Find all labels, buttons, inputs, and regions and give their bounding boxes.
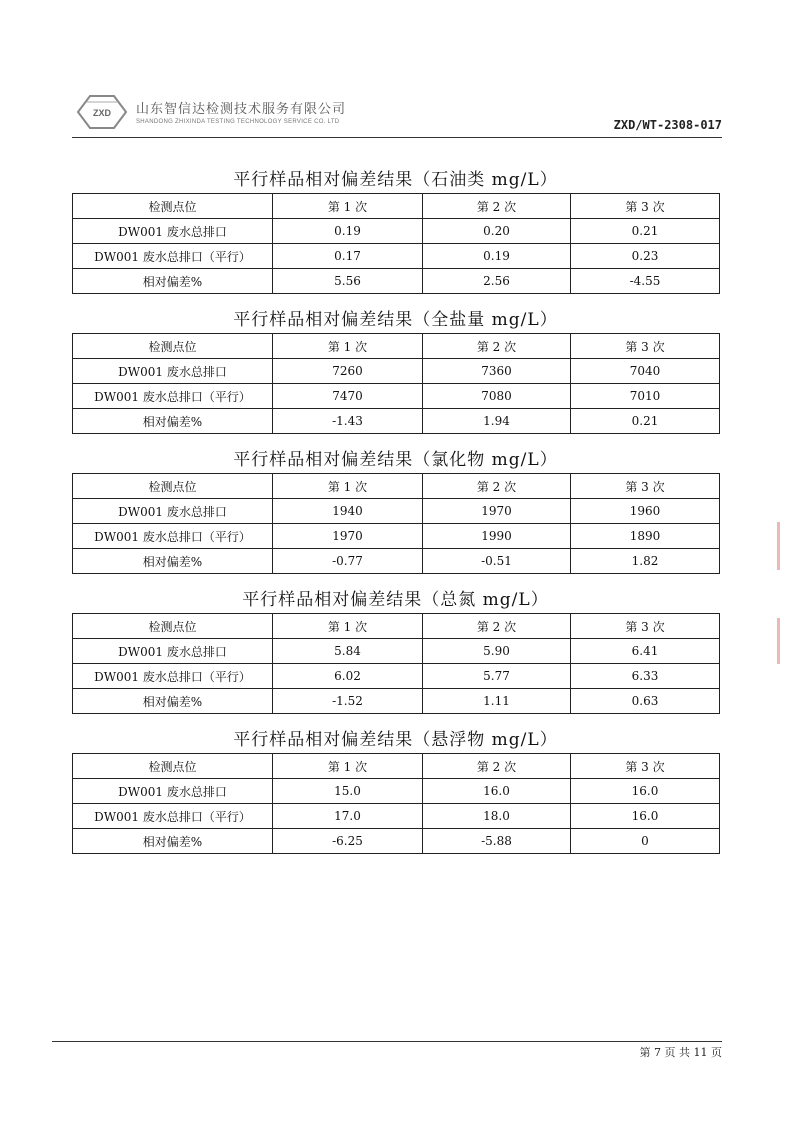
table-cell: 2.56 <box>423 269 571 294</box>
table-cell: 6.33 <box>571 664 720 689</box>
table-cell: 1970 <box>423 499 571 524</box>
table-row <box>73 664 720 689</box>
table-header-row <box>73 614 720 639</box>
table-cell: 6.41 <box>571 639 720 664</box>
result-table <box>72 193 720 294</box>
header-cell: 检测点位 <box>73 474 273 499</box>
header-cell: 第 1 次 <box>273 334 423 359</box>
table-row <box>73 219 720 244</box>
header-cell: 第 1 次 <box>273 614 423 639</box>
table-cell: 18.0 <box>423 804 571 829</box>
header-divider <box>72 137 722 138</box>
result-table <box>72 753 720 854</box>
section-suspended-solids <box>72 727 719 854</box>
header-cell: 第 3 次 <box>571 614 720 639</box>
table-cell: 1990 <box>423 524 571 549</box>
header-cell: 检测点位 <box>73 334 273 359</box>
result-table <box>72 473 720 574</box>
table-row <box>73 804 720 829</box>
table-cell: 5.84 <box>273 639 423 664</box>
header-cell: 检测点位 <box>73 754 273 779</box>
table-cell: DW001 废水总排口（平行） <box>73 664 273 689</box>
section-title: 平行样品相对偏差结果（悬浮物 mg/L） <box>233 730 558 750</box>
table-cell: 1970 <box>273 524 423 549</box>
table-cell: DW001 废水总排口 <box>73 359 273 384</box>
table-cell: DW001 废水总排口（平行） <box>73 804 273 829</box>
table-cell: 相对偏差% <box>73 269 273 294</box>
table-cell: 0.19 <box>423 244 571 269</box>
table-row <box>73 524 720 549</box>
seal-edge-mark <box>777 618 780 664</box>
table-cell: 0.63 <box>571 689 720 714</box>
section-title: 平行样品相对偏差结果（全盐量 mg/L） <box>233 310 558 330</box>
table-cell: 7040 <box>571 359 720 384</box>
table-cell: 1960 <box>571 499 720 524</box>
header-cell: 第 3 次 <box>571 754 720 779</box>
section-chloride <box>72 447 719 574</box>
section-oil <box>72 167 719 294</box>
company-name <box>136 98 346 125</box>
result-table <box>72 333 720 434</box>
section-total-nitrogen <box>72 587 719 714</box>
company-name-cn: 山东智信达检测技术服务有限公司 <box>136 102 347 117</box>
table-cell: DW001 废水总排口（平行） <box>73 524 273 549</box>
table-cell: 16.0 <box>423 779 571 804</box>
table-cell: 相对偏差% <box>73 829 273 854</box>
result-table <box>72 613 720 714</box>
company-name-en: SHANDONG ZHIXINDA TESTING TECHNOLOGY SERVICE CO. LTD <box>136 119 340 125</box>
table-cell: 0.23 <box>571 244 720 269</box>
table-cell: 7080 <box>423 384 571 409</box>
table-cell: DW001 废水总排口 <box>73 639 273 664</box>
table-row <box>73 639 720 664</box>
table-row <box>73 829 720 854</box>
table-cell: 7360 <box>423 359 571 384</box>
table-cell: 16.0 <box>571 779 720 804</box>
table-cell: DW001 废水总排口（平行） <box>73 384 273 409</box>
table-cell: 0.21 <box>571 219 720 244</box>
table-cell: 5.56 <box>273 269 423 294</box>
table-cell: 1940 <box>273 499 423 524</box>
table-cell: 相对偏差% <box>73 409 273 434</box>
header-cell: 第 1 次 <box>273 754 423 779</box>
header-cell: 第 1 次 <box>273 194 423 219</box>
table-row <box>73 244 720 269</box>
table-row <box>73 549 720 574</box>
table-cell: -5.88 <box>423 829 571 854</box>
header-cell: 第 2 次 <box>423 754 571 779</box>
table-cell: DW001 废水总排口 <box>73 779 273 804</box>
table-cell: 0.20 <box>423 219 571 244</box>
page-number: 第 7 页 共 11 页 <box>639 1046 722 1059</box>
table-cell: 7010 <box>571 384 720 409</box>
table-cell: 5.77 <box>423 664 571 689</box>
table-cell: DW001 废水总排口 <box>73 499 273 524</box>
header-cell: 第 3 次 <box>571 194 720 219</box>
table-header-row <box>73 754 720 779</box>
table-cell: 相对偏差% <box>73 549 273 574</box>
table-header-row <box>73 474 720 499</box>
company-logo-icon <box>72 94 132 130</box>
footer-divider <box>52 1041 722 1042</box>
table-cell: -0.51 <box>423 549 571 574</box>
table-row <box>73 779 720 804</box>
table-cell: -1.52 <box>273 689 423 714</box>
header-cell: 第 3 次 <box>571 334 720 359</box>
table-row <box>73 499 720 524</box>
table-cell: 0 <box>571 829 720 854</box>
header-cell: 检测点位 <box>73 614 273 639</box>
table-cell: -0.77 <box>273 549 423 574</box>
section-title: 平行样品相对偏差结果（石油类 mg/L） <box>233 170 558 190</box>
table-cell: 相对偏差% <box>73 689 273 714</box>
table-cell: 0.21 <box>571 409 720 434</box>
table-cell: DW001 废水总排口 <box>73 219 273 244</box>
table-cell: 1.94 <box>423 409 571 434</box>
header-cell: 第 2 次 <box>423 474 571 499</box>
document-number: ZXD/WT-2308-017 <box>613 118 722 132</box>
table-cell: -6.25 <box>273 829 423 854</box>
logo-text: ZXD <box>93 108 111 118</box>
table-cell: 7470 <box>273 384 423 409</box>
table-row <box>73 359 720 384</box>
section-salt <box>72 307 719 434</box>
table-row <box>73 269 720 294</box>
table-row <box>73 689 720 714</box>
header-cell: 第 2 次 <box>423 614 571 639</box>
table-cell: 7260 <box>273 359 423 384</box>
table-cell: 5.90 <box>423 639 571 664</box>
table-cell: 16.0 <box>571 804 720 829</box>
table-row <box>73 409 720 434</box>
table-cell: 1.82 <box>571 549 720 574</box>
header-cell: 第 3 次 <box>571 474 720 499</box>
table-row <box>73 384 720 409</box>
table-cell: 15.0 <box>273 779 423 804</box>
table-header-row <box>73 194 720 219</box>
table-cell: 6.02 <box>273 664 423 689</box>
table-cell: 1.11 <box>423 689 571 714</box>
seal-edge-mark <box>777 522 780 570</box>
header-cell: 第 2 次 <box>423 194 571 219</box>
table-cell: DW001 废水总排口（平行） <box>73 244 273 269</box>
table-cell: -1.43 <box>273 409 423 434</box>
header-cell: 第 1 次 <box>273 474 423 499</box>
table-cell: 0.17 <box>273 244 423 269</box>
table-cell: 0.19 <box>273 219 423 244</box>
table-cell: 17.0 <box>273 804 423 829</box>
table-cell: -4.55 <box>571 269 720 294</box>
header-cell: 检测点位 <box>73 194 273 219</box>
header-cell: 第 2 次 <box>423 334 571 359</box>
section-title: 平行样品相对偏差结果（总氮 mg/L） <box>242 590 549 610</box>
table-cell: 1890 <box>571 524 720 549</box>
page-header <box>72 94 722 134</box>
section-title: 平行样品相对偏差结果（氯化物 mg/L） <box>233 450 558 470</box>
table-header-row <box>73 334 720 359</box>
